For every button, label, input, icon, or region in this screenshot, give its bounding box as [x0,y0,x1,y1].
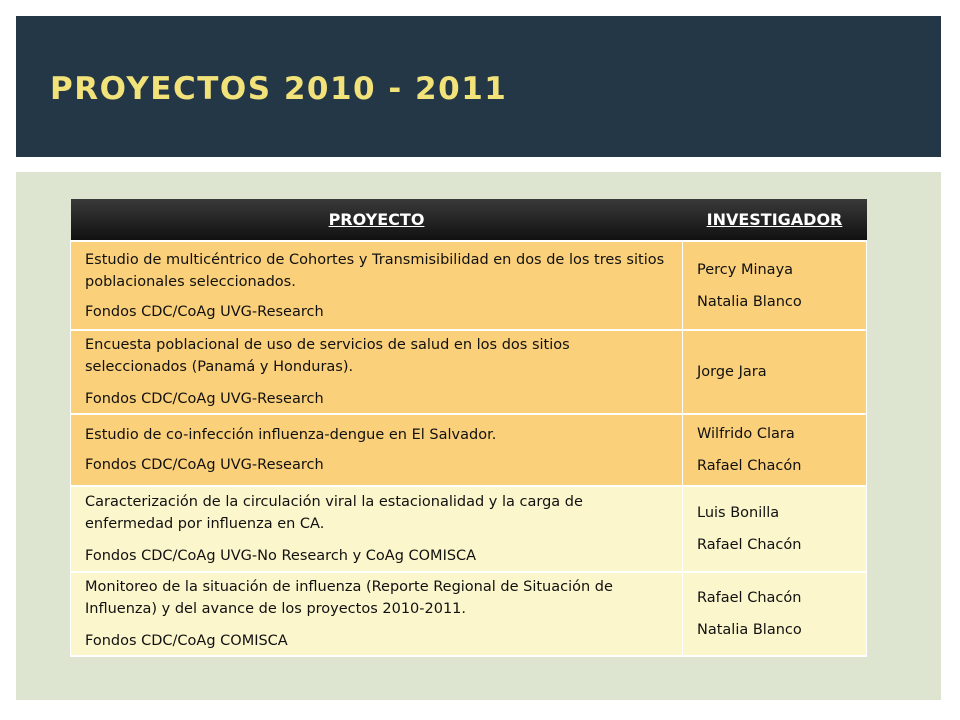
investigator-name: Rafael Chacón [697,458,802,474]
investigator-cell [683,572,867,656]
project-funding: Fondos CDC/CoAg UVG-Research [85,457,324,473]
project-description: Encuesta poblacional de uso de servicios de salud en los dos sitios seleccionados (Panamá y Honduras). [85,337,570,375]
column-header-project [71,199,683,241]
projects-table-container [70,199,866,657]
table-row [71,241,867,330]
project-funding: Fondos CDC/CoAg UVG-Research [85,303,324,320]
project-description: Estudio de multicéntrico de Cohortes y Transmisibilidad en dos de los tres sitios poblacionales seleccionados. [85,251,665,290]
project-cell [71,414,683,486]
column-header-investigator [683,199,867,241]
project-description: Caracterización de la circulación viral la estacionalidad y la carga de enfermedad por influenza en CA. [85,494,583,532]
table-row [71,414,867,486]
investigator-cell [683,330,867,414]
project-cell [71,330,683,414]
table-header-row [71,199,867,241]
project-cell [71,572,683,656]
project-cell [71,486,683,572]
investigator-cell [683,486,867,572]
project-funding: Fondos CDC/CoAg COMISCA [85,633,288,649]
investigator-name: Wilfrido Clara [697,426,795,442]
investigator-name: Percy Minaya [697,261,794,278]
projects-table [70,199,867,657]
investigator-name: Natalia Blanco [697,293,802,310]
investigator-cell [683,241,867,330]
investigator-name: Jorge Jara [697,364,767,380]
content-panel [16,172,941,700]
project-cell [71,241,683,330]
project-funding: Fondos CDC/CoAg UVG-Research [85,391,324,407]
table-row [71,330,867,414]
investigator-cell [683,414,867,486]
investigator-name: Rafael Chacón [697,537,802,553]
investigator-name: Luis Bonilla [697,505,780,521]
table-row [71,486,867,572]
slide-title: PROYECTOS 2010 - 2011 [50,71,508,107]
project-funding: Fondos CDC/CoAg UVG-No Research y CoAg COMISCA [85,548,477,564]
column-header-project-label: PROYECTO [328,210,425,229]
project-description: Estudio de co-infección influenza-dengue en El Salvador. [85,427,497,443]
table-row [71,572,867,656]
investigator-name: Rafael Chacón [697,590,802,606]
title-band [16,16,941,157]
project-description: Monitoreo de la situación de influenza (Reporte Regional de Situación de Influenza) y del avance de los proyectos 2010-2011. [85,579,613,617]
column-header-investigator-label: INVESTIGADOR [706,210,843,229]
investigator-name: Natalia Blanco [697,622,802,638]
